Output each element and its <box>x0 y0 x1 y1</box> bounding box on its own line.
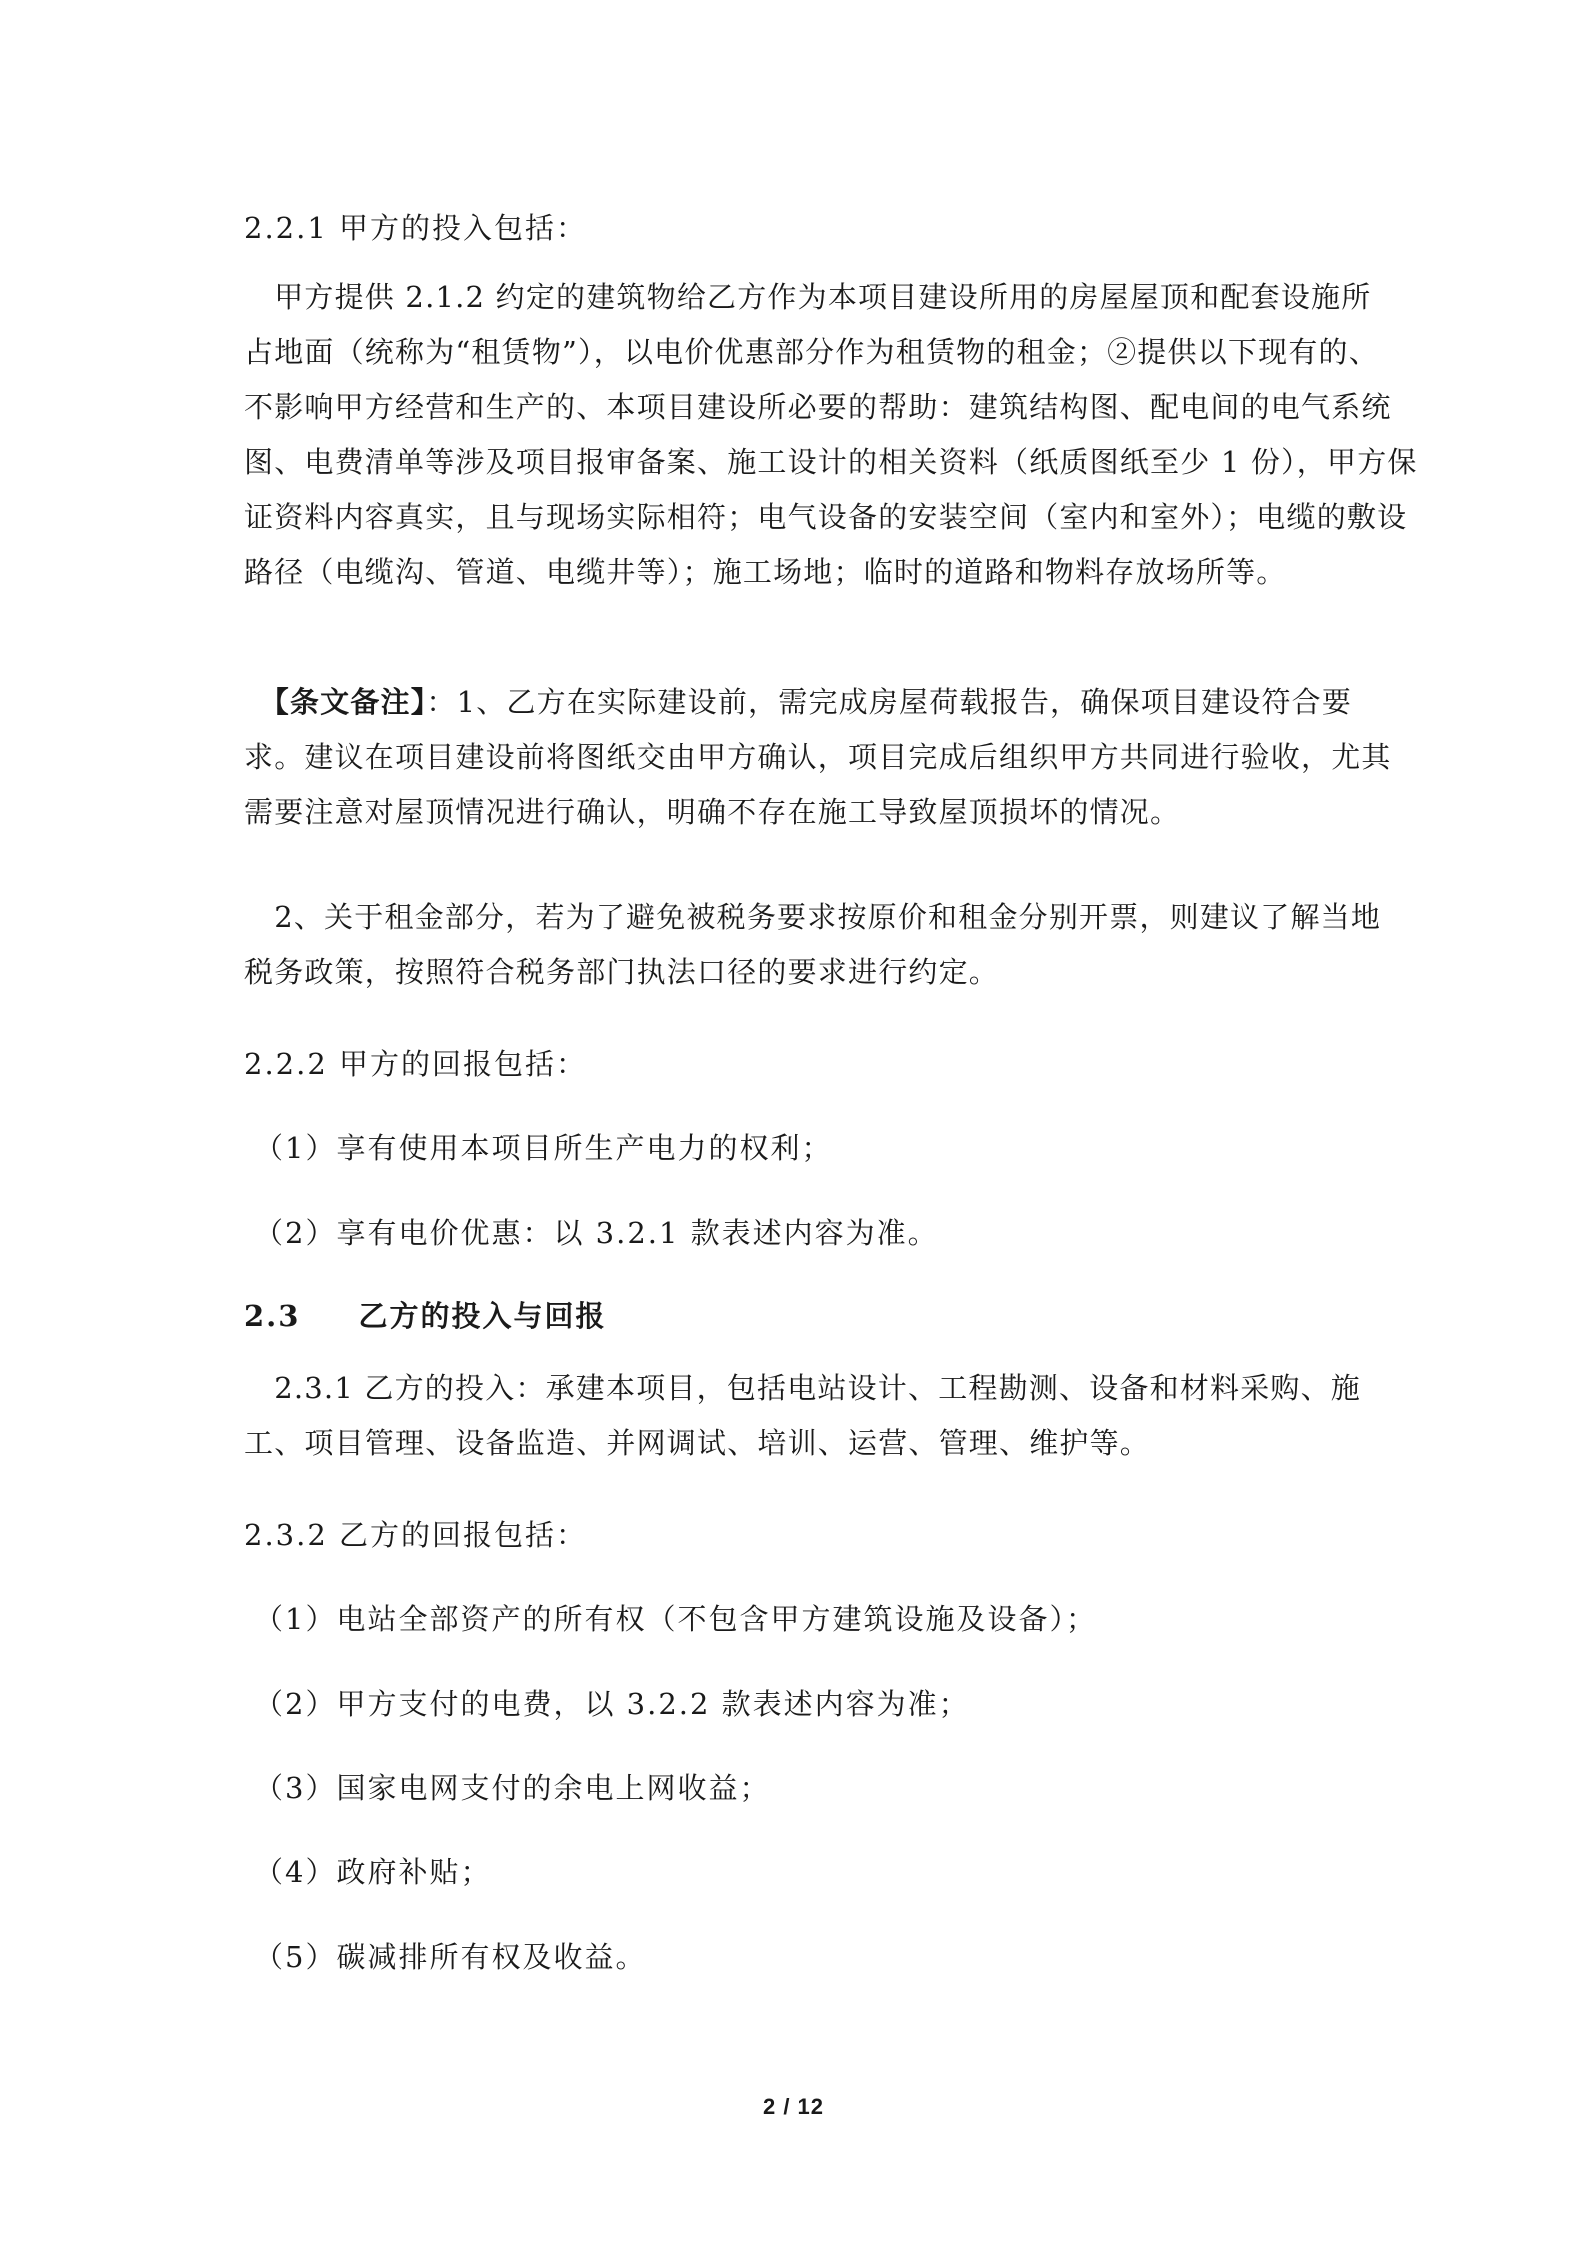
list-item: （2）甲方支付的电费，以 3.2.2 款表述内容为准； <box>254 1687 970 1721</box>
paragraph-2-2-1 <box>244 270 1416 600</box>
paragraph-line: 路径（电缆沟、管道、电缆井等）；施工场地；临时的道路和物料存放场所等。 <box>244 555 1287 589</box>
list-item: （5）碳减排所有权及收益。 <box>254 1940 647 1974</box>
list-item: （2）享有电价优惠：以 3.2.1 款表述内容为准。 <box>254 1216 939 1250</box>
section-heading-2-3-2: 2.3.2 乙方的回报包括： <box>244 1518 588 1552</box>
list-item: （1）电站全部资产的所有权（不包含甲方建筑设施及设备）； <box>254 1602 1097 1636</box>
paragraph-line: 工、项目管理、设备监造、并网调试、培训、运营、管理、维护等。 <box>244 1426 1151 1460</box>
paragraph-line: 占地面（统称为“租赁物”），以电价优惠部分作为租赁物的租金；②提供以下现有的、 <box>244 335 1379 369</box>
list-item: （3）国家电网支付的余电上网收益； <box>254 1771 771 1805</box>
paragraph-line <box>244 675 1416 730</box>
paragraph-line: 图、电费清单等涉及项目报审备案、施工设计的相关资料（纸质图纸至少 1 份），甲方保 <box>244 445 1418 479</box>
section-heading-2-2-2: 2.2.2 甲方的回报包括： <box>244 1047 588 1081</box>
clause-note-text: ：1、乙方在实际建设前，需完成房屋荷载报告，确保项目建设符合要 <box>426 685 1353 719</box>
paragraph-line: 税务政策，按照符合税务部门执法口径的要求进行约定。 <box>244 955 1000 989</box>
clause-note-label: 【条文备注】 <box>274 685 427 719</box>
paragraph-line: 求。建议在项目建设前将图纸交由甲方确认，项目完成后组织甲方共同进行验收，尤其 <box>244 740 1392 774</box>
clause-note-2-paragraph <box>244 890 1416 1000</box>
page-number: 2 / 12 <box>762 2094 825 2119</box>
paragraph-line: 证资料内容真实，且与现场实际相符；电气设备的安装空间（室内和室外）；电缆的敷设 <box>244 500 1408 534</box>
paragraph-line: 需要注意对屋顶情况进行确认，明确不存在施工导致屋顶损坏的情况。 <box>244 795 1181 829</box>
paragraph-line: 甲方提供 2.1.2 约定的建筑物给乙方作为本项目建设所用的房屋屋顶和配套设施所 <box>244 280 1372 314</box>
clause-note-paragraph <box>244 675 1416 840</box>
list-item: （1）享有使用本项目所生产电力的权利； <box>254 1131 833 1165</box>
section-number: 2.3 <box>244 1299 301 1333</box>
paragraph-line: 2、关于租金部分，若为了避免被税务要求按原价和租金分别开票，则建议了解当地 <box>244 900 1382 934</box>
paragraph-2-3-1 <box>244 1361 1416 1471</box>
section-heading-2-3 <box>244 1294 1416 1335</box>
list-item: （4）政府补贴； <box>254 1855 492 1889</box>
section-heading-2-2-1: 2.2.1 甲方的投入包括： <box>244 211 588 245</box>
section-title: 乙方的投入与回报 <box>358 1299 607 1333</box>
paragraph-line: 2.3.1 乙方的投入：承建本项目，包括电站设计、工程勘测、设备和材料采购、施 <box>244 1371 1362 1405</box>
paragraph-line: 不影响甲方经营和生产的、本项目建设所必要的帮助：建筑结构图、配电间的电气系统 <box>244 390 1392 424</box>
